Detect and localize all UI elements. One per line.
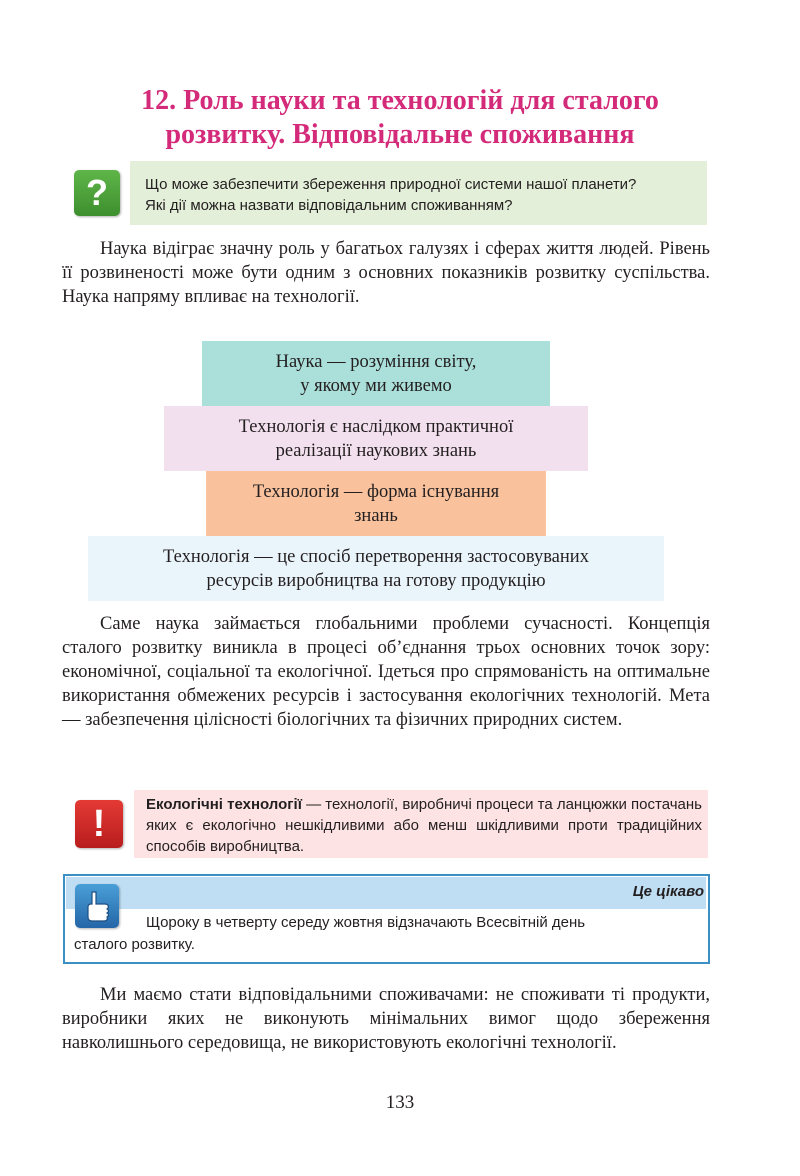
stack-line: знань: [354, 505, 398, 526]
stack-line: Технологія є наслідком практичної: [238, 416, 514, 437]
exclamation-icon: !: [75, 800, 123, 848]
question-line-2: Які дії можна назвати відповідальним споживанням?: [145, 197, 513, 214]
question-icon: ?: [74, 170, 120, 216]
definition-text: [146, 794, 702, 857]
definition-body: — технології, виробничі процеси та ланцюжки постачань яких є екологічно нешкідливими або менш шкідливими проти традиційних способів виробництва.: [146, 796, 702, 855]
interesting-header-bar: [66, 877, 706, 909]
page-number: 133: [385, 1092, 415, 1113]
stack-line: у якому ми живемо: [300, 375, 452, 396]
paragraph-intro: Наука відіграє значну роль у багатьох галузях і сферах життя людей. Рівень її розвиненості може бути одним з основних показників розвитку суспільства. Наука напряму впливає на технології.: [62, 239, 710, 307]
title-line-2: розвитку. Відповідальне споживання: [165, 119, 635, 150]
interesting-line-1: Щороку в четверту середу жовтня відзначають Всесвітній день: [146, 914, 586, 931]
interesting-label: Це цікаво: [632, 883, 704, 900]
stack-line: Технологія — це спосіб перетворення застосовуваних: [163, 546, 589, 567]
question-text: [145, 174, 705, 216]
stack-line: Технологія — форма існування: [252, 481, 500, 502]
definition-term: Екологічні технології: [146, 796, 302, 813]
stack-item-technology-method: [88, 536, 664, 601]
title-line-1: 12. Роль науки та технологій для сталого: [141, 85, 659, 116]
stack-line: реалізації наукових знань: [275, 440, 477, 461]
page-title: [60, 84, 740, 152]
paragraph-responsible-consumers: Ми маємо стати відповідальними споживачами: не споживати ті продукти, виробники яких не виконують мінімальних вимог щодо збереження навколишнього середовища, не використовують екологічні технології.: [62, 985, 710, 1053]
interesting-line-2: сталого розвитку.: [74, 936, 195, 953]
stack-item-technology-form: [206, 471, 546, 536]
stack-line: ресурсів виробництва на готову продукцію: [206, 570, 546, 591]
stack-item-technology-consequence: [164, 406, 588, 471]
stack-line: Наука — розуміння світу,: [275, 351, 477, 372]
stack-item-science: [202, 341, 550, 406]
paragraph-sustainable-development: Саме наука займається глобальними проблеми сучасності. Концепція сталого розвитку виникла в процесі об’єднання трьох основних точок зору: економічної, соціальної та екологічної. Ідеться про спрямованість на оптимальне використання обмежених ресурсів і застосування екологічних технологій. Мета — забезпечення цілісності біологічних та фізичних природних систем.: [62, 614, 710, 730]
interesting-text: [74, 912, 694, 956]
question-line-1: Що може забезпечити збереження природної системи нашої планети?: [145, 176, 637, 193]
